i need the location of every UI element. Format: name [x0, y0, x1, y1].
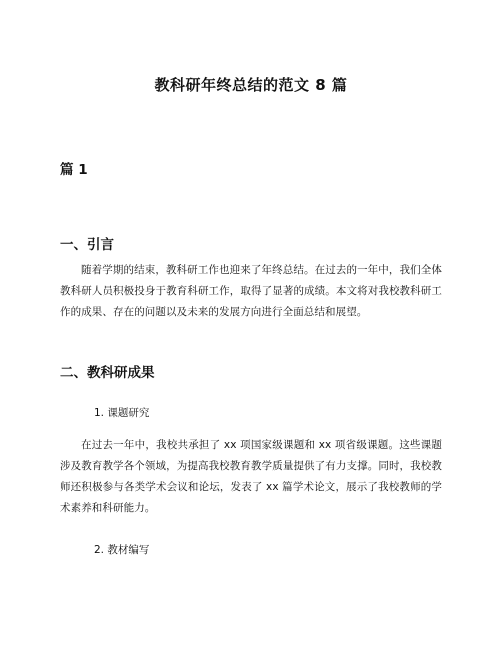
- introduction-paragraph: 随着学期的结束，教科研工作也迎来了年终总结。在过去的一年中，我们全体教科研人员积极投身于教育科研工作，取得了显著的成绩。本文将对我校教科研工作的成果、存在的问题以及未来的发展方向进行全面总结和展望。: [60, 264, 442, 318]
- section-heading-achievements: 二、教科研成果: [60, 365, 155, 381]
- project-research-paragraph: 在过去一年中，我校共承担了 xx 项国家级课题和 xx 项省级课题。这些课题涉及教育教学各个领域，为提高我校教育教学质量提供了有力支撑。同时，我校教师还积极参与各类学术会议和论坛，发表了 xx 篇学术论文，展示了我校教师的学术素养和科研能力。: [60, 439, 442, 514]
- chapter-heading: 篇 1: [60, 162, 88, 178]
- subheading-textbook-writing: 2. 教材编写: [94, 544, 150, 556]
- document-title: 教科研年终总结的范文 8 篇: [154, 76, 348, 94]
- section-heading-introduction: 一、引言: [60, 237, 114, 253]
- subheading-project-research: 1. 课题研究: [94, 407, 150, 419]
